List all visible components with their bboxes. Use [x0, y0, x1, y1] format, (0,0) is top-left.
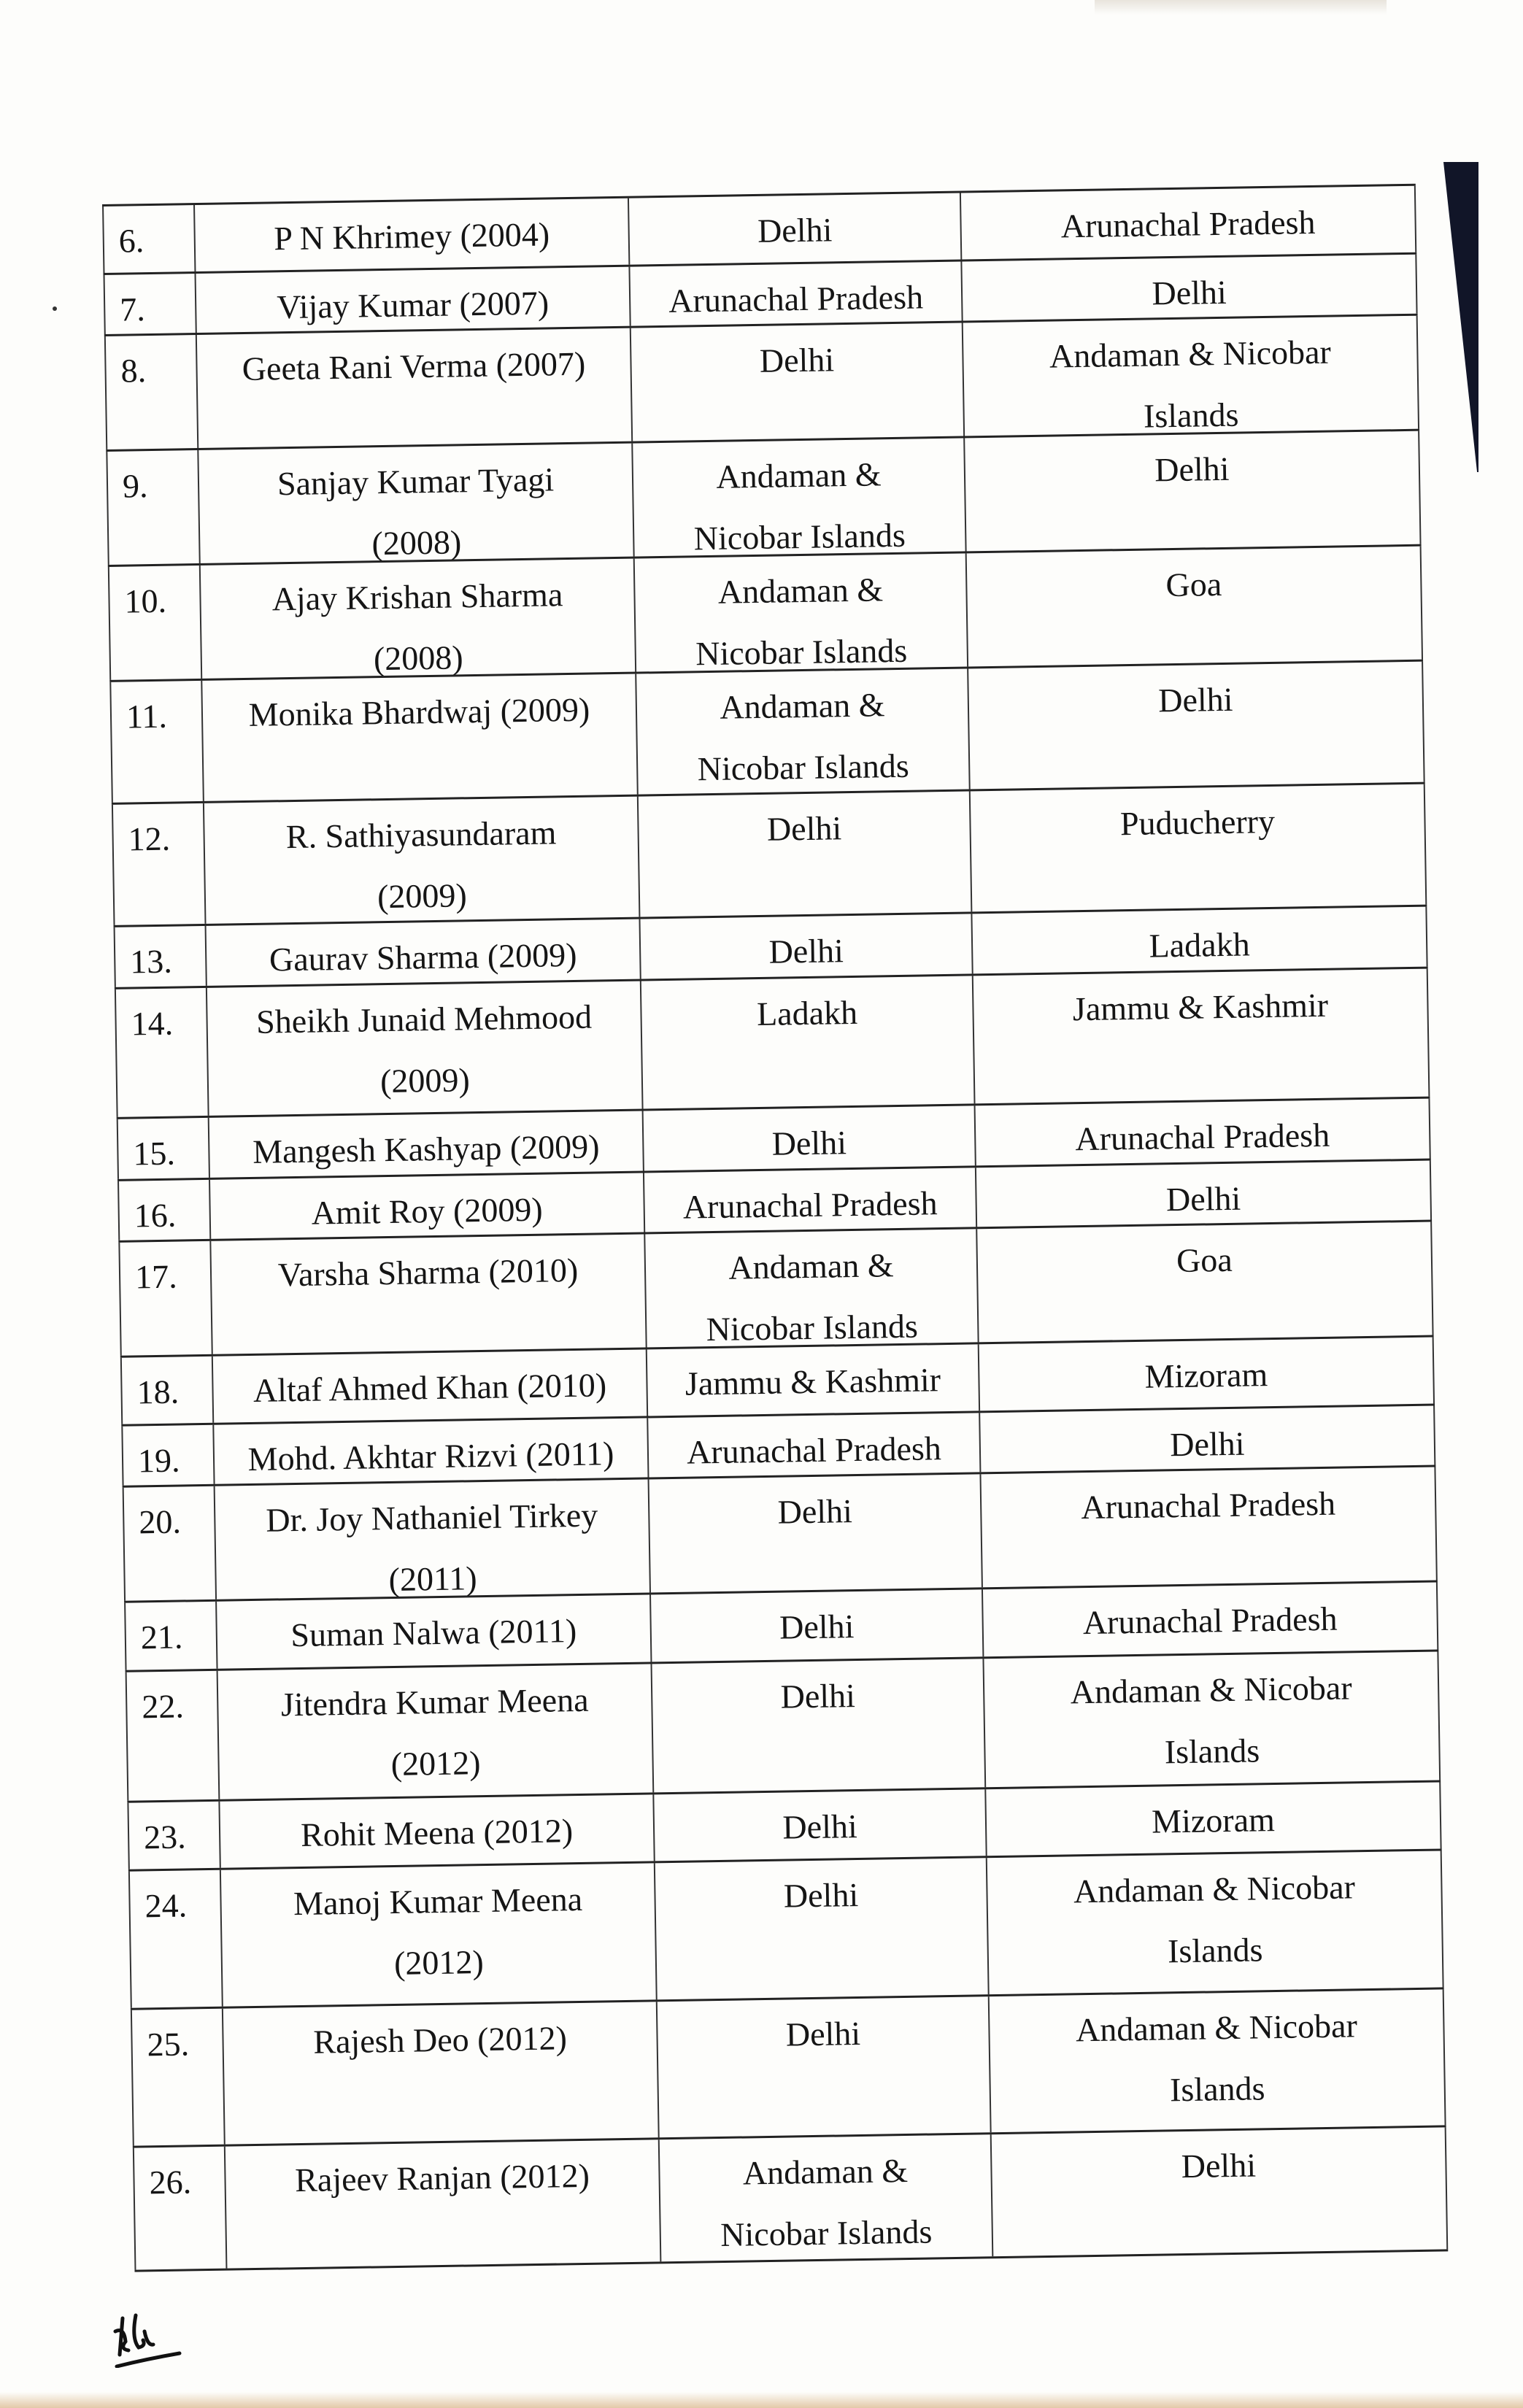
to-text: Arunachal Pradesh [1075, 1116, 1330, 1158]
name-text: Sanjay Kumar Tyagi [277, 460, 555, 503]
cell-name [214, 1479, 649, 1599]
cell-to [979, 1406, 1435, 1473]
cell-name [222, 2002, 658, 2144]
cell-from [647, 1413, 979, 1477]
to-text: Delhi [1181, 2146, 1257, 2185]
name-text: Geeta Rani Verma (2007) [242, 344, 586, 388]
cell-to [960, 186, 1416, 260]
to-text: Delhi [1169, 1424, 1245, 1464]
table-row [108, 544, 1423, 680]
cell-name [203, 797, 639, 924]
name-text: Altaf Ahmed Khan (2010) [252, 1366, 607, 1409]
from-text: Jammu & Kashmir [685, 1361, 941, 1402]
from-text: Delhi [768, 932, 844, 970]
cell-from [640, 976, 974, 1108]
cell-to [969, 784, 1427, 912]
cell-name [195, 267, 630, 333]
to-text: Goa [1165, 565, 1222, 604]
from-text: Delhi [777, 1492, 853, 1531]
name-text: Amit Roy (2009) [311, 1190, 544, 1232]
name-text: Rajeev Ranjan (2012) [294, 2156, 590, 2199]
cell-from [635, 668, 969, 794]
sno-text: 24. [144, 1886, 188, 1925]
cell-to [979, 1467, 1437, 1588]
cell-to [960, 255, 1417, 321]
cell-from [630, 323, 963, 441]
cell-sno [104, 274, 196, 334]
from-text: Andaman & [716, 455, 882, 495]
to-text: Islands [1164, 1732, 1260, 1771]
cell-sno [108, 566, 201, 680]
signature [109, 2309, 190, 2368]
cell-sno [112, 803, 205, 925]
cell-sno [102, 205, 194, 273]
cell-name [218, 1794, 653, 1867]
cell-sno [117, 1118, 209, 1179]
to-text: Islands [1143, 395, 1239, 435]
name-text: R. Sathiyasundaram [285, 814, 557, 856]
name-text: (2012) [393, 1943, 485, 1983]
cell-sno [114, 926, 206, 987]
sno-text: 21. [140, 1618, 183, 1656]
name-text: (2008) [371, 523, 462, 563]
table-row [104, 314, 1419, 449]
cell-name [215, 1594, 650, 1668]
name-text: Monika Bhardwaj (2009) [248, 690, 590, 733]
table-row [126, 1649, 1441, 1800]
page-bottom-edge [0, 2392, 1523, 2408]
cell-from [633, 553, 967, 671]
cell-from [652, 1789, 985, 1861]
cell-name [209, 1173, 644, 1239]
to-text: Arunachal Pradesh [1080, 1484, 1336, 1527]
table-row [131, 1987, 1446, 2145]
cell-from [642, 1105, 975, 1170]
cell-to [984, 1782, 1441, 1856]
cell-sno [127, 1802, 219, 1869]
cell-sno [109, 681, 203, 803]
sno-text: 13. [129, 942, 173, 981]
name-text: Varsha Sharma (2010) [277, 1251, 579, 1294]
from-text: Delhi [779, 1608, 855, 1646]
sno-text: 23. [143, 1818, 187, 1856]
to-text: Andaman & Nicobar [1075, 2007, 1358, 2049]
cell-from [651, 1659, 985, 1792]
from-text: Delhi [782, 1807, 858, 1846]
from-text: Delhi [766, 809, 842, 848]
cell-to [962, 316, 1419, 436]
cell-sno [126, 1671, 219, 1801]
cell-from [648, 1474, 982, 1592]
from-text: Delhi [771, 1124, 847, 1162]
name-text: P N Khrimey (2004) [273, 215, 550, 258]
cell-to [967, 662, 1425, 790]
cell-to [975, 1161, 1432, 1227]
cell-to [963, 431, 1421, 552]
sno-text: 26. [149, 2163, 192, 2201]
cell-from [628, 193, 960, 265]
cell-to [990, 2127, 1449, 2256]
from-text: Arunachal Pradesh [686, 1429, 942, 1471]
cell-sno [120, 1357, 212, 1424]
sno-text: 17. [134, 1257, 177, 1296]
to-text: Puducherry [1119, 802, 1276, 843]
from-text: Arunachal Pradesh [668, 278, 924, 320]
sno-text: 6. [118, 222, 144, 260]
cell-name [199, 559, 635, 679]
cell-to [988, 1989, 1446, 2132]
cell-from [658, 2134, 992, 2261]
name-text: (2011) [388, 1559, 478, 1599]
cell-to [986, 1851, 1444, 1994]
cell-to [974, 1099, 1431, 1166]
from-text: Delhi [759, 341, 835, 379]
cell-sno [121, 1425, 213, 1486]
cell-from [646, 1344, 979, 1416]
name-text: Mohd. Akhtar Rizvi (2011) [247, 1435, 614, 1478]
name-text: Ajay Krishan Sharma [271, 576, 563, 618]
table-row [133, 2125, 1448, 2269]
cell-sno [124, 1602, 216, 1670]
cell-to [972, 969, 1430, 1104]
sno-text: 22. [141, 1687, 185, 1726]
from-text: Nicobar Islands [697, 746, 910, 788]
name-text: Gaurav Sharma (2009) [269, 935, 577, 979]
name-text: Rohit Meena (2012) [300, 1812, 574, 1853]
name-text: (2009) [377, 876, 468, 916]
sno-text: 10. [124, 582, 167, 620]
table-row [118, 1220, 1433, 1356]
from-text: Ladakh [756, 993, 858, 1033]
cell-from [628, 262, 961, 326]
from-text: Andaman & [742, 2151, 909, 2192]
sno-text: 25. [147, 2025, 190, 2064]
name-text: Sheikh Junaid Mehmood [255, 997, 593, 1041]
cell-name [212, 1349, 647, 1422]
to-text: Delhi [1152, 273, 1227, 312]
from-text: Arunachal Pradesh [682, 1184, 938, 1226]
from-text: Nicobar Islands [706, 1307, 919, 1348]
to-text: Delhi [1157, 680, 1233, 719]
cell-from [639, 914, 971, 979]
cell-sno [133, 2147, 226, 2270]
name-text: (2012) [390, 1744, 481, 1783]
cell-sno [106, 450, 198, 565]
cell-sno [117, 1180, 209, 1240]
cell-name [208, 1111, 643, 1178]
cell-from [631, 439, 965, 557]
cell-to [982, 1582, 1438, 1656]
cell-to [971, 907, 1427, 974]
name-text: Vijay Kumar (2007) [276, 284, 550, 326]
to-text: Islands [1169, 2069, 1265, 2109]
from-text: Delhi [757, 211, 833, 250]
to-text: Andaman & Nicobar [1073, 1868, 1356, 1910]
name-text: Suman Nalwa (2011) [290, 1612, 577, 1654]
speck [53, 306, 57, 311]
to-text: Delhi [1165, 1179, 1241, 1219]
cell-name [201, 674, 637, 801]
table-row [115, 967, 1430, 1117]
transfer-table [102, 184, 1449, 2291]
cell-to [965, 547, 1423, 667]
cell-name [224, 2139, 660, 2268]
cell-from [637, 791, 971, 916]
cell-name [217, 1664, 653, 1799]
sno-text: 15. [133, 1134, 176, 1173]
from-text: Delhi [783, 1876, 859, 1915]
cell-from [654, 1858, 988, 1999]
cell-to [976, 1222, 1433, 1343]
from-text: Nicobar Islands [720, 2212, 933, 2254]
sno-text: 19. [137, 1441, 180, 1480]
name-text: Mangesh Kashyap (2009) [252, 1127, 600, 1170]
cell-sno [128, 1870, 222, 2008]
cell-name [209, 1235, 645, 1354]
table-row [109, 660, 1424, 803]
from-text: Delhi [780, 1677, 856, 1716]
sno-text: 14. [131, 1004, 174, 1043]
sno-text: 8. [120, 352, 147, 390]
table-row [106, 429, 1421, 565]
from-text: Nicobar Islands [693, 516, 906, 557]
from-text: Andaman & [719, 686, 885, 726]
to-text: Mizoram [1151, 1801, 1276, 1840]
to-text: Ladakh [1149, 925, 1250, 965]
to-text: Andaman & Nicobar [1049, 333, 1332, 375]
sno-text: 11. [126, 697, 168, 736]
name-text: Manoj Kumar Meena [293, 1880, 583, 1923]
cell-name [206, 981, 642, 1116]
cell-from [656, 1996, 990, 2137]
from-text: Nicobar Islands [695, 631, 908, 673]
sno-text: 7. [119, 290, 146, 328]
cell-from [644, 1229, 977, 1347]
table-row [123, 1465, 1438, 1601]
cell-from [649, 1589, 982, 1662]
to-text: Delhi [1154, 449, 1230, 489]
to-text: Arunachal Pradesh [1060, 203, 1316, 245]
to-text: Andaman & Nicobar [1070, 1669, 1352, 1711]
cell-sno [131, 2009, 224, 2146]
cell-name [196, 328, 631, 448]
to-text: Goa [1176, 1240, 1233, 1280]
cell-name [193, 198, 628, 271]
table-row [112, 782, 1427, 925]
cell-name [197, 444, 633, 563]
cell-sno [104, 335, 197, 449]
name-text: Rajesh Deo (2012) [312, 2019, 568, 2061]
from-text: Andaman & [717, 571, 884, 611]
from-text: Andaman & [728, 1246, 894, 1286]
scan-edge-shadow [1443, 162, 1478, 472]
sno-text: 16. [134, 1196, 177, 1235]
page-top-edge [1095, 0, 1387, 15]
cell-to [982, 1651, 1441, 1787]
cell-sno [115, 988, 208, 1117]
sno-text: 18. [136, 1373, 180, 1411]
cell-to [978, 1338, 1435, 1411]
from-text: Delhi [785, 2014, 861, 2053]
table-row [128, 1848, 1444, 2007]
cell-name [212, 1418, 647, 1483]
sno-text: 9. [122, 467, 148, 505]
cell-name [205, 919, 640, 986]
name-text: (2009) [379, 1061, 471, 1100]
cell-sno [118, 1241, 211, 1356]
sno-text: 12. [128, 819, 171, 858]
to-text: Islands [1167, 1931, 1263, 1970]
to-text: Arunachal Pradesh [1082, 1599, 1338, 1642]
name-text: Dr. Joy Nathaniel Tirkey [265, 1496, 598, 1539]
name-text: (2008) [373, 638, 464, 678]
cell-name [220, 1863, 656, 2006]
sno-text: 20. [138, 1502, 182, 1541]
to-text: Jammu & Kashmir [1072, 986, 1329, 1028]
to-text: Mizoram [1144, 1356, 1268, 1395]
cell-sno [123, 1486, 215, 1601]
name-text: Jitendra Kumar Meena [280, 1680, 589, 1724]
cell-from [643, 1168, 976, 1232]
